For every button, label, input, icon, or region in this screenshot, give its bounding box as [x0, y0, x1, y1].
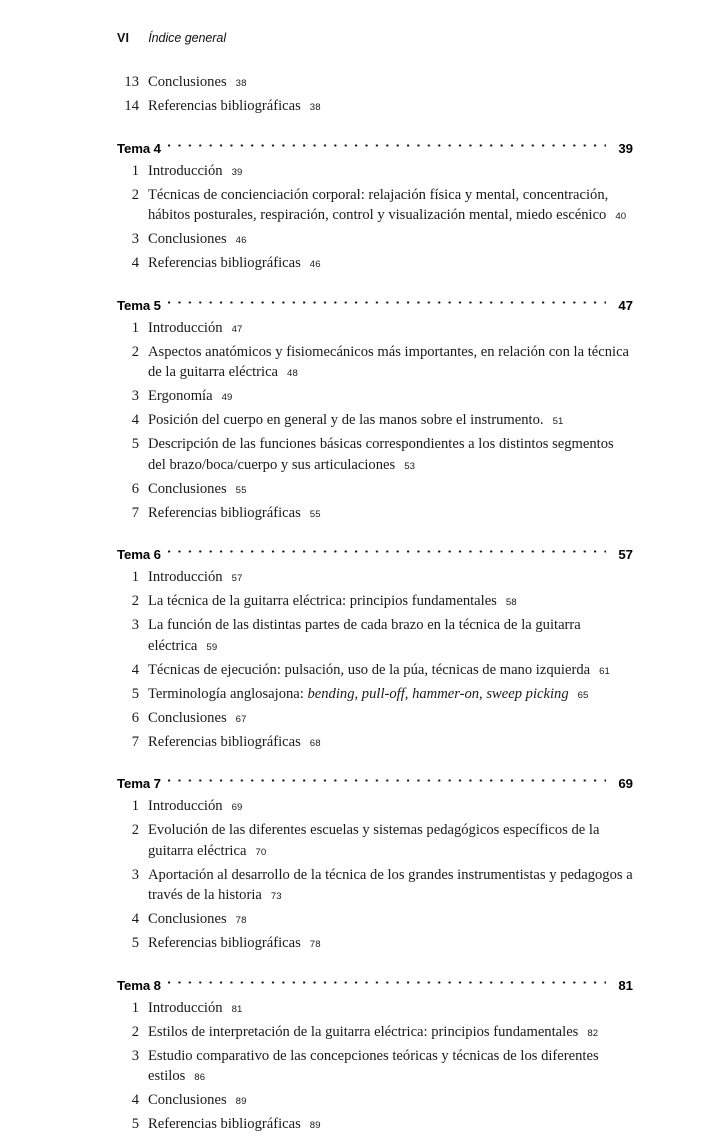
toc-entry-text: Introducción 47	[148, 319, 243, 336]
toc-entry-text: Técnicas de concienciación corporal: relajación física y mental, concentración, hábitos posturales, respiración, control y visualización mental, miedo escénico 40	[148, 186, 627, 223]
running-head-title: Índice general	[148, 31, 227, 45]
toc-entry-number: 3	[131, 388, 139, 404]
toc-section-page: 57	[618, 547, 633, 562]
toc-entry[interactable]	[117, 318, 633, 341]
toc-entry-page: 69	[231, 802, 243, 813]
toc-entry-page: 73	[270, 891, 282, 902]
toc-entry-number: 3	[131, 231, 139, 247]
toc-entry-number: 7	[131, 733, 139, 750]
toc-entry-page: 47	[231, 323, 243, 335]
toc-entry-number: 1	[131, 162, 139, 179]
toc-entry-number: 5	[131, 685, 139, 702]
toc-section	[117, 776, 633, 956]
toc-entry-page: 51	[552, 416, 564, 427]
toc-entry[interactable]	[117, 1114, 633, 1137]
toc-entry-number: 3	[131, 866, 139, 883]
toc-entry-number: 2	[131, 186, 139, 203]
toc-entry-number: 2	[131, 593, 139, 609]
toc-entry-text: Conclusiones 46	[148, 231, 247, 247]
toc-entry-page: 49	[221, 392, 233, 403]
toc-entry-page: 82	[587, 1027, 599, 1039]
toc-entry-number: 5	[131, 436, 139, 452]
toc-entry[interactable]	[117, 732, 633, 755]
toc-entry-page: 70	[255, 846, 267, 858]
toc-entry-number: 4	[131, 1092, 139, 1108]
toc-entry-page: 68	[309, 737, 321, 749]
toc-entry-text: Ergonomía 49	[148, 388, 233, 404]
toc-entry[interactable]	[117, 684, 633, 707]
toc-entry[interactable]	[117, 567, 633, 590]
toc-entry-text: Referencias bibliográficas 38	[148, 98, 321, 114]
toc-entry-text: La función de las distintas partes de cada brazo en la técnica de la guitarra eléctrica 59	[148, 617, 581, 654]
toc-entry-page: 65	[577, 689, 589, 701]
toc-entry-number: 4	[131, 661, 139, 678]
dot-leader	[168, 546, 606, 557]
toc-entry-number: 2	[131, 822, 139, 838]
toc-entry-page: 81	[231, 1003, 243, 1015]
toc-entry[interactable]	[117, 72, 633, 95]
toc-entry-number: 3	[131, 617, 139, 633]
toc-entry-text: Referencias bibliográficas 89	[148, 1116, 321, 1132]
toc-entry[interactable]	[117, 342, 633, 385]
toc-entry-number: 1	[131, 569, 139, 585]
toc-entry-text: Introducción 57	[148, 569, 243, 585]
toc-entry-text: Introducción 69	[148, 798, 243, 814]
toc-entry-page: 86	[194, 1072, 206, 1083]
toc-entry-page: 78	[235, 915, 247, 926]
toc-entry-number: 6	[131, 709, 139, 726]
toc-entry[interactable]	[117, 820, 633, 863]
toc-entry-number: 13	[124, 74, 139, 90]
toc-entry-page: 40	[615, 211, 627, 222]
toc-entry-page: 46	[235, 235, 247, 246]
running-head	[117, 31, 226, 45]
toc-entry-text: Posición del cuerpo en general y de las manos sobre el instrumento. 51	[148, 412, 564, 428]
toc-entry-number: 4	[131, 911, 139, 927]
toc-entry-number: 14	[124, 98, 139, 114]
toc-entry[interactable]	[117, 229, 633, 252]
toc-entry-number: 2	[131, 1023, 139, 1040]
toc-entry-text: Conclusiones 89	[148, 1092, 247, 1108]
toc-entry-text: Conclusiones 38	[148, 74, 247, 90]
toc-entry-text: Evolución de las diferentes escuelas y sistemas pedagógicos específicos de la guitarra eléctrica 70	[148, 822, 600, 859]
toc-entry-number: 5	[131, 935, 139, 951]
toc-entry[interactable]	[117, 1022, 633, 1045]
toc-entry[interactable]	[117, 185, 633, 228]
toc-entry[interactable]	[117, 615, 633, 658]
toc-entry-page: 67	[235, 713, 247, 725]
toc-entry[interactable]	[117, 1090, 633, 1113]
toc-entry-text: Referencias bibliográficas 68	[148, 733, 321, 750]
toc-sections	[117, 141, 633, 1137]
toc-entry[interactable]	[117, 865, 633, 908]
toc-entry-text: Descripción de las funciones básicas correspondientes a los distintos segmentos del brazo/boca/cuerpo y sus articulaciones 53	[148, 436, 614, 473]
toc-section-label: Tema 4	[117, 140, 161, 156]
toc-entry-page: 53	[404, 460, 416, 472]
toc-entry[interactable]	[117, 434, 633, 477]
toc-entry-text: Conclusiones 55	[148, 480, 247, 497]
toc-section-heading[interactable]	[117, 141, 633, 156]
toc-section-page: 39	[618, 140, 633, 156]
toc-entry[interactable]	[117, 909, 633, 932]
toc-entry-text: Aportación al desarrollo de la técnica de los grandes instrumentistas y pedagogos a través de la historia 73	[148, 866, 633, 903]
toc-entry[interactable]	[117, 386, 633, 409]
toc-entry-page: 89	[309, 1120, 321, 1131]
toc-section-label: Tema 6	[117, 547, 161, 562]
toc-section	[117, 978, 633, 1137]
toc-entry-number: 2	[131, 343, 139, 360]
toc-section-heading[interactable]	[117, 978, 633, 993]
toc-entry-text: Conclusiones 78	[148, 911, 247, 927]
toc-section	[117, 547, 633, 754]
toc-entry-page: 55	[309, 508, 321, 520]
toc-section	[117, 298, 633, 526]
toc-section-page: 69	[618, 776, 633, 791]
toc-entry[interactable]	[117, 161, 633, 184]
toc-entry-number: 6	[131, 480, 139, 497]
page-folio: VI	[117, 31, 130, 45]
toc-entry[interactable]	[117, 591, 633, 614]
table-of-contents	[117, 72, 633, 1138]
toc-entry-number: 4	[131, 412, 139, 428]
toc-entry-text: Técnicas de ejecución: pulsación, uso de la púa, técnicas de mano izquierda 61	[148, 661, 610, 678]
toc-entry[interactable]	[117, 796, 633, 819]
toc-entry-number: 1	[131, 319, 139, 336]
toc-entry-page: 78	[309, 939, 321, 950]
toc-entry-page: 55	[235, 484, 247, 496]
toc-entry-page: 46	[309, 259, 321, 270]
toc-entry[interactable]	[117, 253, 633, 276]
continued-entries	[117, 72, 633, 119]
toc-section	[117, 141, 633, 276]
toc-entry-page: 39	[231, 166, 243, 178]
toc-entry[interactable]	[117, 998, 633, 1021]
toc-entry-number: 1	[131, 798, 139, 814]
toc-section-page: 81	[618, 977, 633, 993]
toc-entry-text: Referencias bibliográficas 46	[148, 255, 321, 271]
toc-section-heading[interactable]	[117, 547, 633, 562]
toc-entry-text: Introducción 39	[148, 162, 243, 179]
toc-entry[interactable]	[117, 708, 633, 731]
dot-leader	[168, 775, 606, 786]
toc-entry-number: 1	[131, 999, 139, 1016]
toc-entry-page: 61	[599, 665, 610, 677]
toc-entry-page: 38	[309, 102, 321, 113]
toc-entry[interactable]	[117, 933, 633, 956]
toc-entry[interactable]	[117, 410, 633, 433]
toc-entry-text: Introducción 81	[148, 999, 243, 1016]
toc-entry-text: Estudio comparativo de las concepciones teóricas y técnicas de los diferentes estilos 86	[148, 1047, 599, 1084]
toc-section-label: Tema 7	[117, 776, 161, 791]
toc-section-label: Tema 5	[117, 297, 161, 313]
toc-entry-number: 4	[131, 255, 139, 271]
toc-entry-number: 7	[131, 504, 139, 521]
toc-entry-emphasis: bending, pull-off, hammer-on, sweep picking	[307, 685, 569, 702]
toc-entry-page: 57	[231, 573, 243, 584]
toc-entry-number: 5	[131, 1116, 139, 1132]
toc-section-heading[interactable]	[117, 298, 633, 313]
toc-entry[interactable]	[117, 479, 633, 502]
toc-entry-text: Conclusiones 67	[148, 709, 247, 726]
toc-entry-text: Referencias bibliográficas 78	[148, 935, 321, 951]
toc-entry-page: 48	[287, 368, 298, 379]
toc-entry-page: 59	[206, 641, 218, 653]
toc-entry-page: 38	[235, 78, 247, 89]
toc-entry-text: Terminología anglosajona: bending, pull-off, hammer-on, sweep picking 65	[148, 685, 589, 702]
toc-entry-text: Aspectos anatómicos y fisiomecánicos más importantes, en relación con la técnica de la guitarra eléctrica 48	[148, 343, 630, 380]
toc-entry[interactable]	[117, 503, 633, 526]
toc-entry-text: Referencias bibliográficas 55	[148, 504, 321, 521]
toc-entry-page: 89	[235, 1096, 247, 1107]
toc-entry[interactable]	[117, 660, 633, 683]
toc-entry-number: 3	[131, 1047, 139, 1064]
dot-leader	[168, 140, 606, 151]
toc-section-page: 47	[618, 297, 633, 313]
toc-section-heading[interactable]	[117, 776, 633, 791]
toc-entry[interactable]	[117, 96, 633, 119]
dot-leader	[168, 297, 606, 308]
toc-section-label: Tema 8	[117, 977, 161, 993]
toc-entry-page: 58	[505, 597, 517, 608]
toc-entry-text: Estilos de interpretación de la guitarra eléctrica: principios fundamentales 82	[148, 1023, 599, 1040]
toc-entry-text: La técnica de la guitarra eléctrica: principios fundamentales 58	[148, 593, 517, 609]
dot-leader	[168, 977, 606, 988]
toc-entry[interactable]	[117, 1046, 633, 1089]
